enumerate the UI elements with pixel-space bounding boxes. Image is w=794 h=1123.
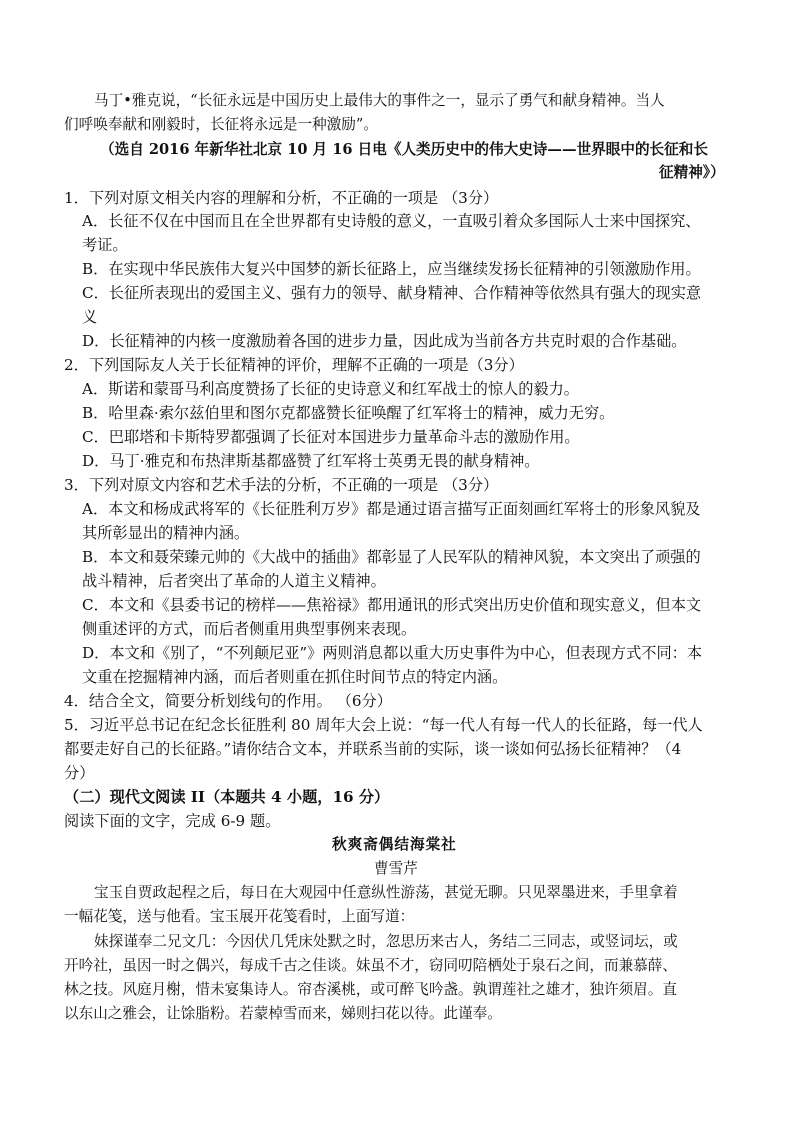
- question-2-option-a: A．斯诺和蒙哥马利高度赞扬了长征的史诗意义和红军战士的惊人的毅力。: [82, 380, 579, 398]
- question-1-option-b: B．在实现中华民族伟大复兴中国梦的新长征路上，应当继续发扬长征精神的引领激励作用。: [82, 260, 701, 278]
- question-3-option-d-cont: 文重在挖掘精神内涵，而后者则重在抓住时间节点的特定内涵。: [82, 668, 508, 686]
- question-3-option-a-cont: 其所彰显出的精神内涵。: [82, 524, 250, 542]
- quote-line-1: 马丁•雅克说，“长征永远是中国历史上最伟大的事件之一，显示了勇气和献身精神。当人: [94, 92, 665, 109]
- question-2-option-b: B．哈里森·索尔兹伯里和图尔克都盛赞长征唤醒了红军将士的精神，威力无穷。: [82, 404, 615, 422]
- story-author: 曹雪芹: [374, 860, 418, 877]
- question-3-option-a: A．本文和杨成武将军的《长征胜利万岁》都是通过语言描写正面刻画红军将士的形象风貌及: [82, 500, 701, 518]
- question-2-option-c: C．巴耶塔和卡斯特罗都强调了长征对本国进步力量革命斗志的激励作用。: [82, 428, 580, 446]
- question-1-option-d: D．长征精神的内核一度激励着各国的进步力量，因此成为当前各方共克时艰的合作基础。: [82, 332, 687, 350]
- question-1-option-c: C．长征所表现出的爱国主义、强有力的领导、献身精神、合作精神等依然具有强大的现实意: [82, 284, 702, 302]
- question-3-option-d: D．本文和《别了，“不列颠尼亚”》两则消息都以重大历史事件为中心，但表现方式不同：本: [82, 644, 703, 662]
- question-4-stem: 4．结合全文，简要分析划线句的作用。 （6分）: [64, 692, 392, 710]
- story-paragraph-1-line-1: 宝玉自贾政起程之后，每日在大观园中任意纵性游荡，甚觉无聊。只见翠墨进来，手里拿着: [94, 884, 678, 901]
- question-3-option-c-cont: 侧重述评的方式，而后者侧重用典型事例来表现。: [82, 620, 417, 638]
- section-2-instruction: 阅读下面的文字，完成 6-9 题。: [64, 812, 281, 830]
- question-5-line-3: 分）: [64, 764, 95, 782]
- question-2-option-d: D．马丁·雅克和布热津斯基都盛赞了红军将士英勇无畏的献身精神。: [82, 452, 540, 470]
- question-3-option-b-cont: 战斗精神，后者突出了革命的人道主义精神。: [82, 572, 386, 590]
- question-3-option-c: C．本文和《县委书记的榜样——焦裕禄》都用通讯的形式突出历史价值和现实意义，但本文: [82, 596, 702, 614]
- question-1-option-a: A．长征不仅在中国而且在全世界都有史诗般的意义，一直吸引着众多国际人士来中国探究、: [82, 212, 701, 230]
- story-paragraph-1-line-2: 一幅花笺，送与他看。宝玉展开花笺看时，上面写道：: [64, 908, 415, 925]
- source-line-2: 征精神》）: [659, 164, 725, 181]
- story-paragraph-2-line-3: 林之技。风庭月榭，惜未宴集诗人。帘杏溪桃，或可醉飞吟盏。孰谓莲社之雄才，独许须眉。直: [64, 981, 677, 998]
- question-3-stem: 3．下列对原文内容和艺术手法的分析，不正确的一项是 （3分）: [64, 476, 499, 494]
- story-paragraph-2-line-1: 妹探谨奉二兄文几：今因伏几凭床处默之时，忽思历来古人，务结二三同志，或竖词坛，或: [94, 933, 678, 950]
- story-paragraph-2-line-4: 以东山之雅会，让馀脂粉。若蒙棹雪而来，娣则扫花以待。此谨奉。: [64, 1005, 502, 1022]
- question-3-option-b: B．本文和聂荣臻元帅的《大战中的插曲》都彰显了人民军队的精神风貌，本文突出了顽强的: [82, 548, 701, 566]
- question-5-line-2: 都要走好自己的长征路。”请你结合文本，并联系当前的实际，谈一谈如何弘扬长征精神？（4: [64, 740, 682, 758]
- question-5-line-1: 5．习近平总书记在纪念长征胜利 80 周年大会上说：“每一代人有每一代人的长征路，每一代人: [64, 716, 703, 734]
- story-paragraph-2-line-2: 开吟社，虽因一时之偶兴，每成千古之佳谈。妹虽不才，窃同叨陪栖处于泉石之间，而兼慕薛、: [64, 957, 677, 974]
- section-2-heading: （二）现代文阅读 II（本题共 4 小题，16 分）: [64, 788, 390, 806]
- question-1-option-a-cont: 考证。: [82, 236, 128, 254]
- source-line-1: （选自 2016 年新华社北京 10 月 16 日电《人类历史中的伟大史诗——世界眼中的长征和长: [100, 141, 708, 158]
- story-title: 秋爽斋偶结海棠社: [332, 836, 457, 853]
- quote-line-2: 们呼唤奉献和刚毅时，长征将永远是一种激励”。: [64, 116, 378, 133]
- question-1-option-c-cont: 义: [82, 308, 98, 326]
- question-2-stem: 2．下列国际友人关于长征精神的评价，理解不正确的一项是（3分）: [64, 356, 524, 374]
- question-1-stem: 1．下列对原文相关内容的理解和分析，不正确的一项是 （3分）: [64, 189, 499, 207]
